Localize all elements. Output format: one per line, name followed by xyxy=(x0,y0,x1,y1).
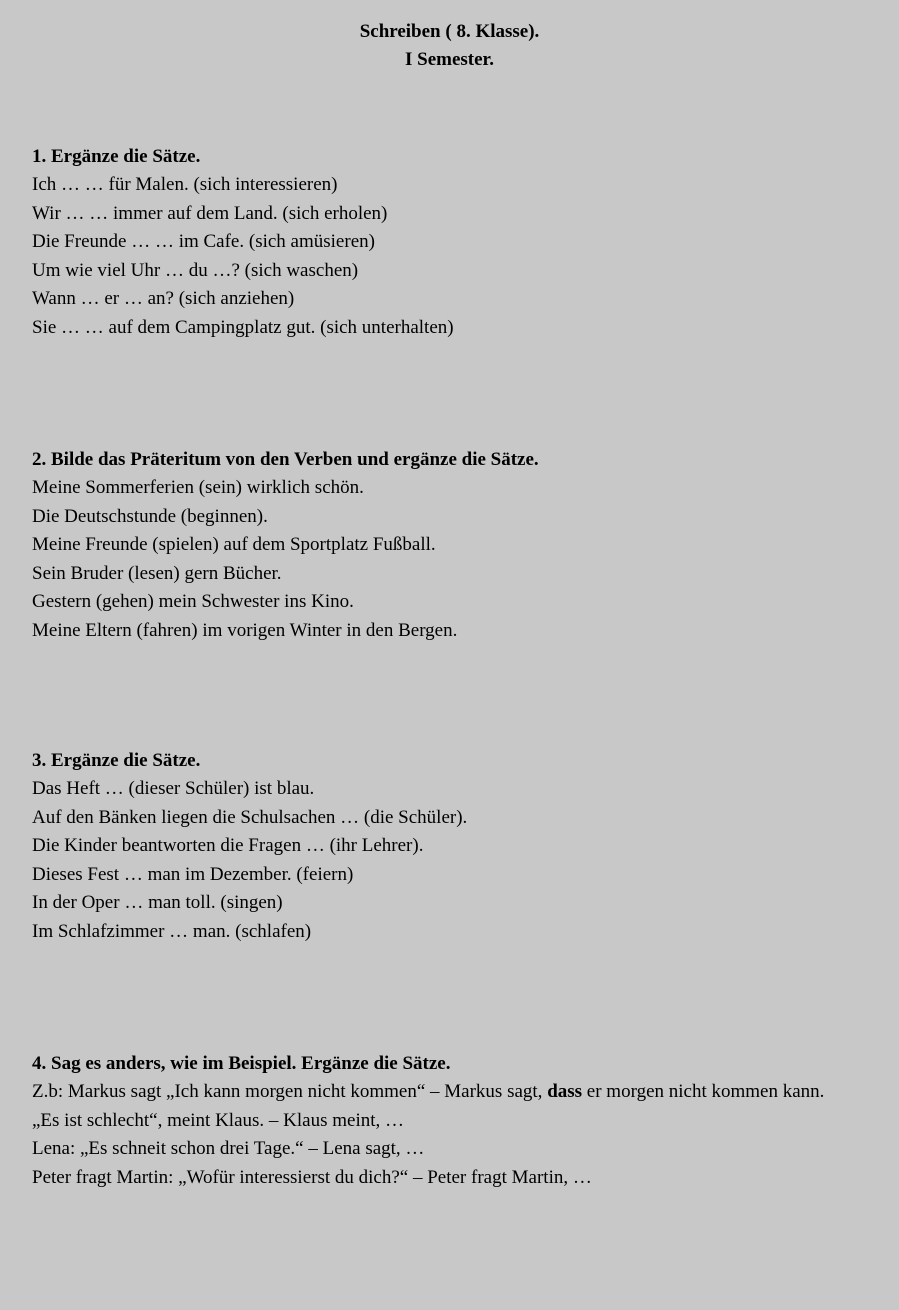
exercise-2 xyxy=(32,446,871,645)
example-bold-word: dass xyxy=(547,1081,583,1102)
document-subtitle: I Semester. xyxy=(405,49,494,70)
exercise-heading: 1. Ergänze die Sätze. xyxy=(32,146,201,167)
document-header xyxy=(0,18,899,74)
exercise-line: „Es ist schlecht“, meint Klaus. – Klaus meint, … xyxy=(32,1109,405,1131)
exercise-line: Meine Sommerferien (sein) wirklich schön. xyxy=(32,477,364,498)
exercise-heading: 4. Sag es anders, wie im Beispiel. Ergänze die Sätze. xyxy=(32,1053,451,1074)
exercise-line: Auf den Bänken liegen die Schulsachen … (die Schüler). xyxy=(32,806,468,828)
exercise-line: Im Schlafzimmer … man. (schlafen) xyxy=(32,920,312,942)
exercise-line: Lena: „Es schneit schon drei Tage.“ – Lena sagt, … xyxy=(32,1138,425,1159)
exercise-line: Die Kinder beantworten die Fragen … (ihr Lehrer). xyxy=(32,835,424,856)
exercise-line: Meine Eltern (fahren) im vorigen Winter in den Bergen. xyxy=(32,619,458,641)
exercise-line: Dieses Fest … man im Dezember. (feiern) xyxy=(32,863,354,885)
document-title: Schreiben ( 8. Klasse). xyxy=(359,21,540,42)
exercise-1 xyxy=(32,143,871,342)
example-after: er morgen nicht kommen kann. xyxy=(582,1081,825,1102)
exercise-line: Gestern (gehen) mein Schwester ins Kino. xyxy=(32,591,354,612)
exercise-heading: 3. Ergänze die Sätze. xyxy=(32,750,201,771)
exercise-line: In der Oper … man toll. (singen) xyxy=(32,892,283,913)
exercise-line: Sein Bruder (lesen) gern Bücher. xyxy=(32,562,282,584)
exercise-line: Wann … er … an? (sich anziehen) xyxy=(32,288,295,309)
exercise-line: Die Freunde … … im Cafe. (sich amüsieren) xyxy=(32,231,375,252)
exercise-4 xyxy=(32,1050,871,1192)
example-before: Z.b: Markus sagt „Ich kann morgen nicht kommen“ – Markus sagt, xyxy=(32,1081,548,1102)
exercise-heading: 2. Bilde das Präteritum von den Verben und ergänze die Sätze. xyxy=(32,449,539,470)
exercise-line: Wir … … immer auf dem Land. (sich erholen) xyxy=(32,202,388,224)
exercise-line: Um wie viel Uhr … du …? (sich waschen) xyxy=(32,259,359,281)
exercise-line: Peter fragt Martin: „Wofür interessierst du dich?“ – Peter fragt Martin, … xyxy=(32,1166,592,1188)
exercise-line: Ich … … für Malen. (sich interessieren) xyxy=(32,174,338,195)
exercise-line: Die Deutschstunde (beginnen). xyxy=(32,505,268,527)
exercise-line: Das Heft … (dieser Schüler) ist blau. xyxy=(32,778,315,799)
exercise-line: Sie … … auf dem Campingplatz gut. (sich unterhalten) xyxy=(32,316,454,338)
exercise-3 xyxy=(32,747,871,946)
example-sentence xyxy=(32,1078,871,1107)
exercise-line: Meine Freunde (spielen) auf dem Sportplatz Fußball. xyxy=(32,534,436,555)
